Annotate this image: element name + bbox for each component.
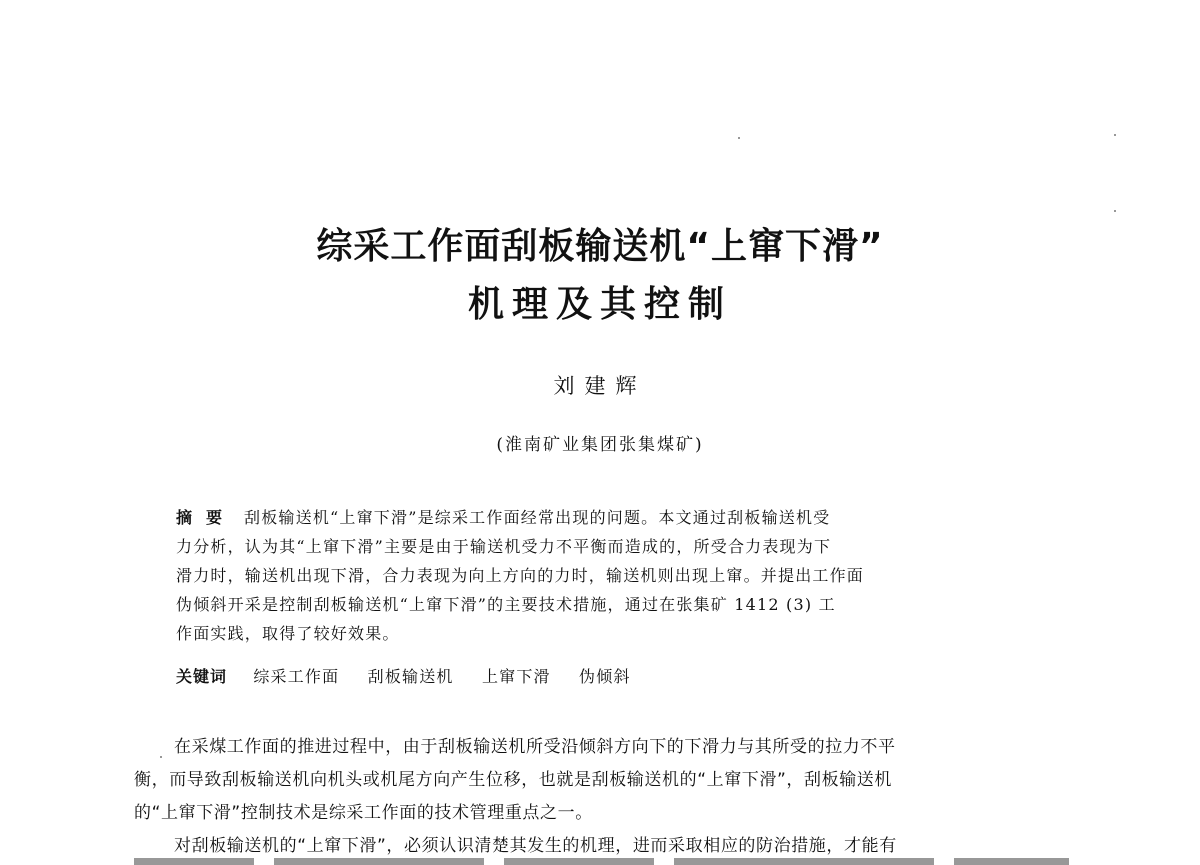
abstract-label: 摘要 xyxy=(176,508,237,527)
scan-speck xyxy=(160,756,162,758)
scan-speck xyxy=(1114,210,1116,212)
author-affiliation: (淮南矿业集团张集煤矿) xyxy=(496,435,704,455)
author-name: 刘建辉 xyxy=(553,374,647,398)
cut-off-fragment xyxy=(134,858,254,865)
body-paragraph-2-line-1: 对刮板输送机的“上窜下滑”，必须认识清楚其发生的机理，进而采取相应的防治措施，才能有 xyxy=(174,836,897,856)
body-paragraph-1-line-2: 衡，而导致刮板输送机向机头或机尾方向产生位移，也就是刮板输送机的“上窜下滑”，刮板输送机 xyxy=(134,770,893,790)
cut-off-fragment xyxy=(674,858,934,865)
scan-speck xyxy=(1114,134,1116,136)
keyword-item: 伪倾斜 xyxy=(579,667,631,686)
paper-title-line-1: 综采工作面刮板输送机“上窜下滑” xyxy=(316,226,884,267)
body-paragraph-1-line-3: 的“上窜下滑”控制技术是综采工作面的技术管理重点之一。 xyxy=(134,803,593,823)
cut-off-fragment xyxy=(274,858,484,865)
keyword-item: 综采工作面 xyxy=(253,667,340,686)
abstract-line-3: 滑力时，输送机出现下滑，合力表现为向上方向的力时，输送机则出现上窜。并提出工作面 xyxy=(176,566,865,585)
abstract-line-2: 力分析，认为其“上窜下滑”主要是由于输送机受力不平衡而造成的，所受合力表现为下 xyxy=(176,537,832,556)
abstract-line-1 xyxy=(176,503,1026,532)
keywords-line xyxy=(176,664,653,687)
body-text xyxy=(134,731,1069,863)
abstract-text: 刮板输送机“上窜下滑”是综采工作面经常出现的问题。本文通过刮板输送机受 xyxy=(244,508,831,527)
abstract-line-4: 伪倾斜开采是控制刮板输送机“上窜下滑”的主要技术措施，通过在张集矿 1412 (3) 工 xyxy=(176,595,836,614)
scan-speck xyxy=(738,137,740,139)
keywords-label: 关键词 xyxy=(176,667,228,686)
abstract-line-5: 作面实践，取得了较好效果。 xyxy=(176,624,400,643)
abstract-block xyxy=(176,503,1026,648)
body-paragraph-1-line-1: 在采煤工作面的推进过程中，由于刮板输送机所受沿倾斜方向下的下滑力与其所受的拉力不平 xyxy=(174,737,896,757)
keyword-item: 上窜下滑 xyxy=(481,667,551,686)
paper-title-line-2: 机理及其控制 xyxy=(467,284,732,325)
keyword-item: 刮板输送机 xyxy=(367,667,454,686)
cut-off-fragment xyxy=(954,858,1069,865)
cut-off-text-line xyxy=(134,852,1069,865)
cut-off-fragment xyxy=(504,858,654,865)
